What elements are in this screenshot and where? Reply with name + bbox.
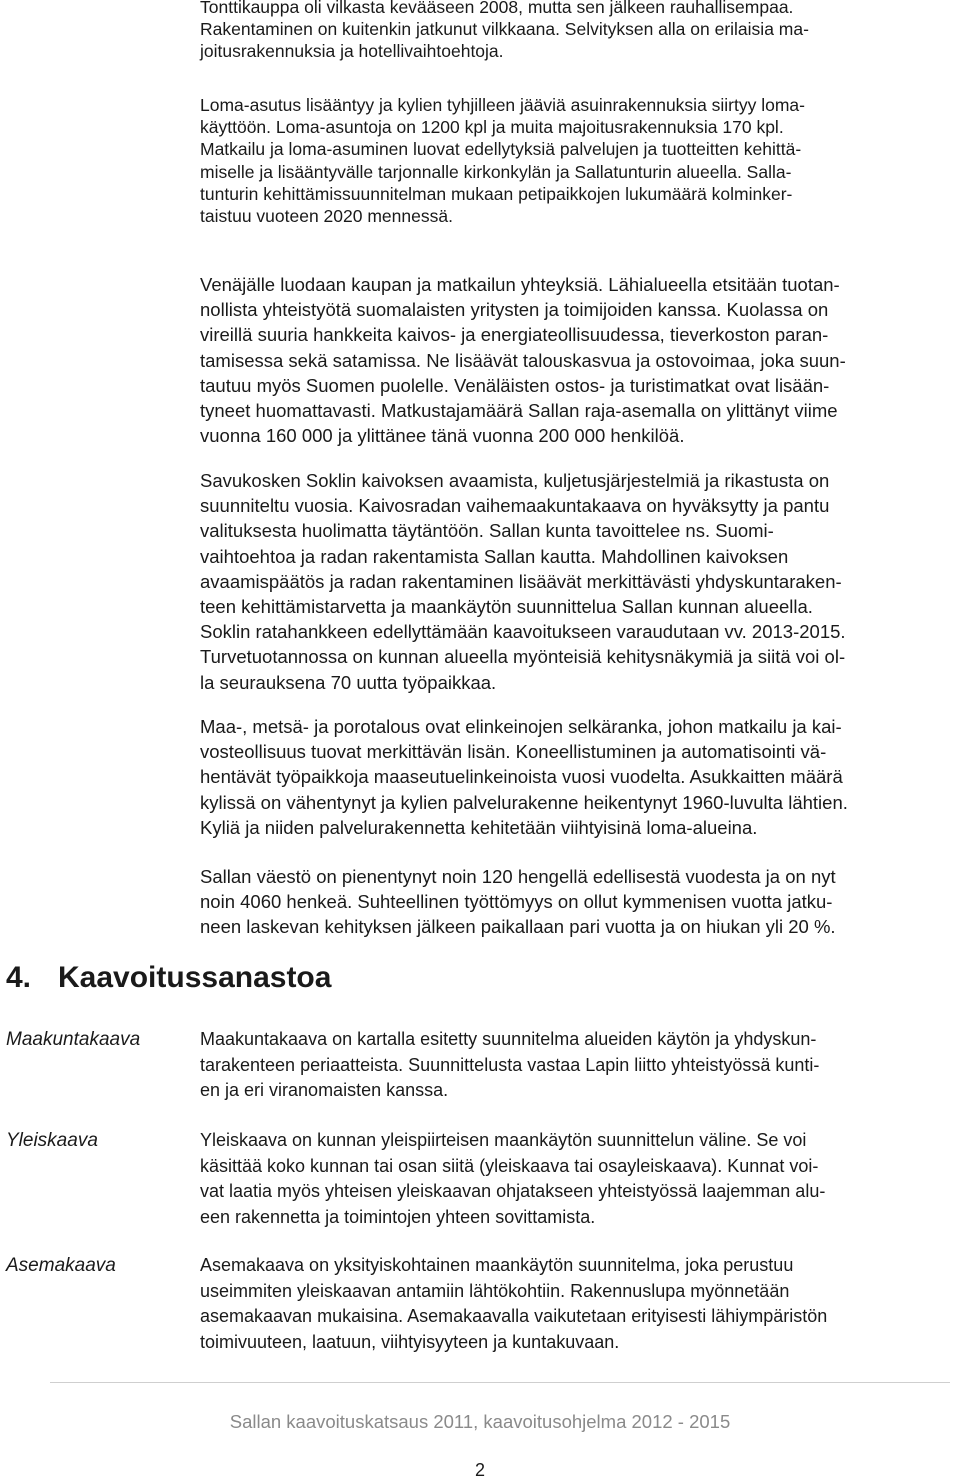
glossary-definition-maakuntakaava [200, 1027, 952, 1104]
text-line: Tonttikauppa oli vilkasta kevääseen 2008, mutta sen jälkeen rauhallisempaa. [200, 0, 794, 17]
text-line: Savukosken Soklin kaivoksen avaamista, kuljetusjärjestelmiä ja rikastusta on [200, 470, 830, 491]
text-line: noin 4060 henkeä. Suhteellinen työttömyys on ollut kymmenisen vuotta jatku- [200, 891, 833, 913]
text-line: vuonna 160 000 ja ylittänee tänä vuonna 200 000 henkilöä. [200, 425, 685, 447]
text-line: vat laatia myös yhteisen yleiskaavan ohjatakseen yhteistyössä laajemman alu- [200, 1181, 826, 1201]
text-line: Matkailu ja loma-asuminen luovat edellytyksiä palvelujen ja tuotteitten kehittä- [200, 139, 802, 160]
text-line: valituksesta huolimatta täytäntöön. Sallan kunta tavoittelee ns. Suomi- [200, 520, 774, 542]
text-line: nollista yhteistyötä suomalaisten yritysten ja toimijoiden kanssa. Kuolassa on [200, 299, 829, 321]
paragraph-russia-trade [200, 272, 952, 448]
text-line: Turvetuotannossa on kunnan alueella myönteisiä kehitysnäkymiä ja siitä voi ol- [200, 646, 846, 668]
text-line: tunturin kehittämissuunnitelman mukaan petipaikkojen lukumäärä kolminker- [200, 183, 793, 204]
paragraph-construction [200, 0, 952, 63]
text-line: käyttöön. Loma-asuntoja on 1200 kpl ja muita majoitusrakennuksia 170 kpl. [200, 117, 784, 138]
text-line: miselle ja lisääntyvälle tarjonnalle kirkonkylän ja Sallatunturin alueella. Salla- [200, 161, 792, 182]
text-line: Rakentaminen on kuitenkin jatkunut vilkkaana. Selvityksen alla on erilaisia ma- [200, 19, 809, 40]
text-line: Yleiskaava on kunnan yleispiirteisen maankäytön suunnittelun väline. Se voi [200, 1130, 807, 1150]
text-line: Maa-, metsä- ja porotalous ovat elinkeinojen selkäranka, johon matkailu ja kai- [200, 716, 842, 737]
text-line: tamisessa sekä satamissa. Ne lisäävät talouskasvua ja ostovoimaa, joka suun- [200, 349, 846, 371]
text-line: käsittää koko kunnan tai osan siitä (yleiskaava tai osayleiskaava). Kunnat voi- [200, 1155, 819, 1176]
text-line: vireillä suuria hankkeita kaivos- ja energiateollisuudessa, tieverkoston paran- [200, 324, 829, 346]
paragraph-sokli-mine [200, 468, 952, 695]
text-line: neen laskevan kehityksen jälkeen paikallaan pari vuotta ja on hiukan yli 20 %. [200, 916, 836, 938]
text-line: een rakennetta ja toimintojen yhteen sovittamista. [200, 1206, 596, 1227]
text-line: tyneet huomattavasti. Matkustajamäärä Sallan raja-asemalla on ylittänyt viime [200, 400, 838, 422]
text-line: avaamispäätös ja radan rakentaminen lisäävät merkittävästi yhdyskuntaraken- [200, 570, 842, 592]
glossary-definition-asemakaava [200, 1253, 952, 1355]
text-line: tarakenteen periaatteista. Suunnittelusta vastaa Lapin liitto yhteistyössä kunti- [200, 1054, 820, 1075]
footer-text: Sallan kaavoituskatsaus 2011, kaavoitusohjelma 2012 - 2015 [229, 1411, 731, 1432]
text-line: la seurauksena 70 uutta työpaikkaa. [200, 671, 497, 693]
glossary-term-yleiskaava: Yleiskaava [6, 1130, 98, 1151]
text-line: tautuu myös Suomen puolelle. Venäläisten ostos- ja turistimatkat ovat lisään- [200, 374, 830, 396]
footer-divider [50, 1382, 950, 1383]
glossary-term-maakuntakaava: Maakuntakaava [6, 1029, 141, 1050]
text-line: Venäjälle luodaan kaupan ja matkailun yhteyksiä. Lähialueella etsitään tuotan- [200, 274, 840, 295]
paragraph-primary-industries [200, 714, 952, 840]
paragraph-leisure-housing [200, 94, 952, 227]
page-number: 2 [474, 1460, 485, 1480]
glossary-term-asemakaava: Asemakaava [6, 1255, 116, 1276]
glossary-definition-yleiskaava [200, 1128, 952, 1230]
text-line: taistuu vuoteen 2020 mennessä. [200, 206, 453, 227]
text-line: en ja eri viranomaisten kanssa. [200, 1080, 449, 1100]
text-line: vaihtoehtoa ja radan rakentamista Sallan kautta. Mahdollinen kaivoksen [200, 545, 789, 567]
text-line: joitusrakennuksia ja hotellivaihtoehtoja. [200, 41, 504, 62]
text-line: kylissä on vähentynyt ja kylien palvelurakenne heikentynyt 1960-luvulta lähtien. [200, 791, 848, 813]
section-title: Kaavoitussanastoa [58, 961, 332, 994]
text-line: teen kehittämistarvetta ja maankäytön suunnittelua Sallan kunnan alueella. [200, 596, 813, 618]
text-line: asemakaavan mukaisina. Asemakaavalla vaikutetaan erityisesti lähiympäristön [200, 1306, 828, 1326]
text-line: useimmiten yleiskaavan antamiin lähtökohtiin. Rakennuslupa myönnetään [200, 1280, 790, 1301]
text-line: Kyliä ja niiden palvelurakennetta kehitetään viihtyisinä loma-alueina. [200, 816, 758, 838]
text-line: toimivuuteen, laatuun, viihtyisyyteen ja kuntakuvaan. [200, 1331, 620, 1352]
text-line: Sallan väestö on pienentynyt noin 120 hengellä edellisestä vuodesta ja on nyt [200, 866, 836, 887]
text-line: Maakuntakaava on kartalla esitetty suunnitelma alueiden käytön ja yhdyskun- [200, 1029, 817, 1049]
text-line: hentävät työpaikkoja maaseutuelinkeinoista vuosi vuodelta. Asukkaitten määrä [200, 766, 843, 788]
section-heading [6, 958, 331, 998]
text-line: Loma-asutus lisääntyy ja kylien tyhjilleen jääviä asuinrakennuksia siirtyy loma- [200, 95, 805, 115]
text-line: Soklin ratahankkeen edellyttämään kaavoitukseen varaudutaan vv. 2013-2015. [200, 621, 846, 643]
paragraph-population [200, 864, 952, 940]
section-number: 4. [6, 961, 32, 994]
text-line: Asemakaava on yksityiskohtainen maankäytön suunnitelma, joka perustuu [200, 1255, 794, 1275]
text-line: vosteollisuus tuovat merkittävän lisän. Koneellistuminen ja automatisointi vä- [200, 741, 827, 763]
text-line: suunniteltu vuosia. Kaivosradan vaihemaakuntakaava on hyväksytty ja pantu [200, 495, 830, 517]
